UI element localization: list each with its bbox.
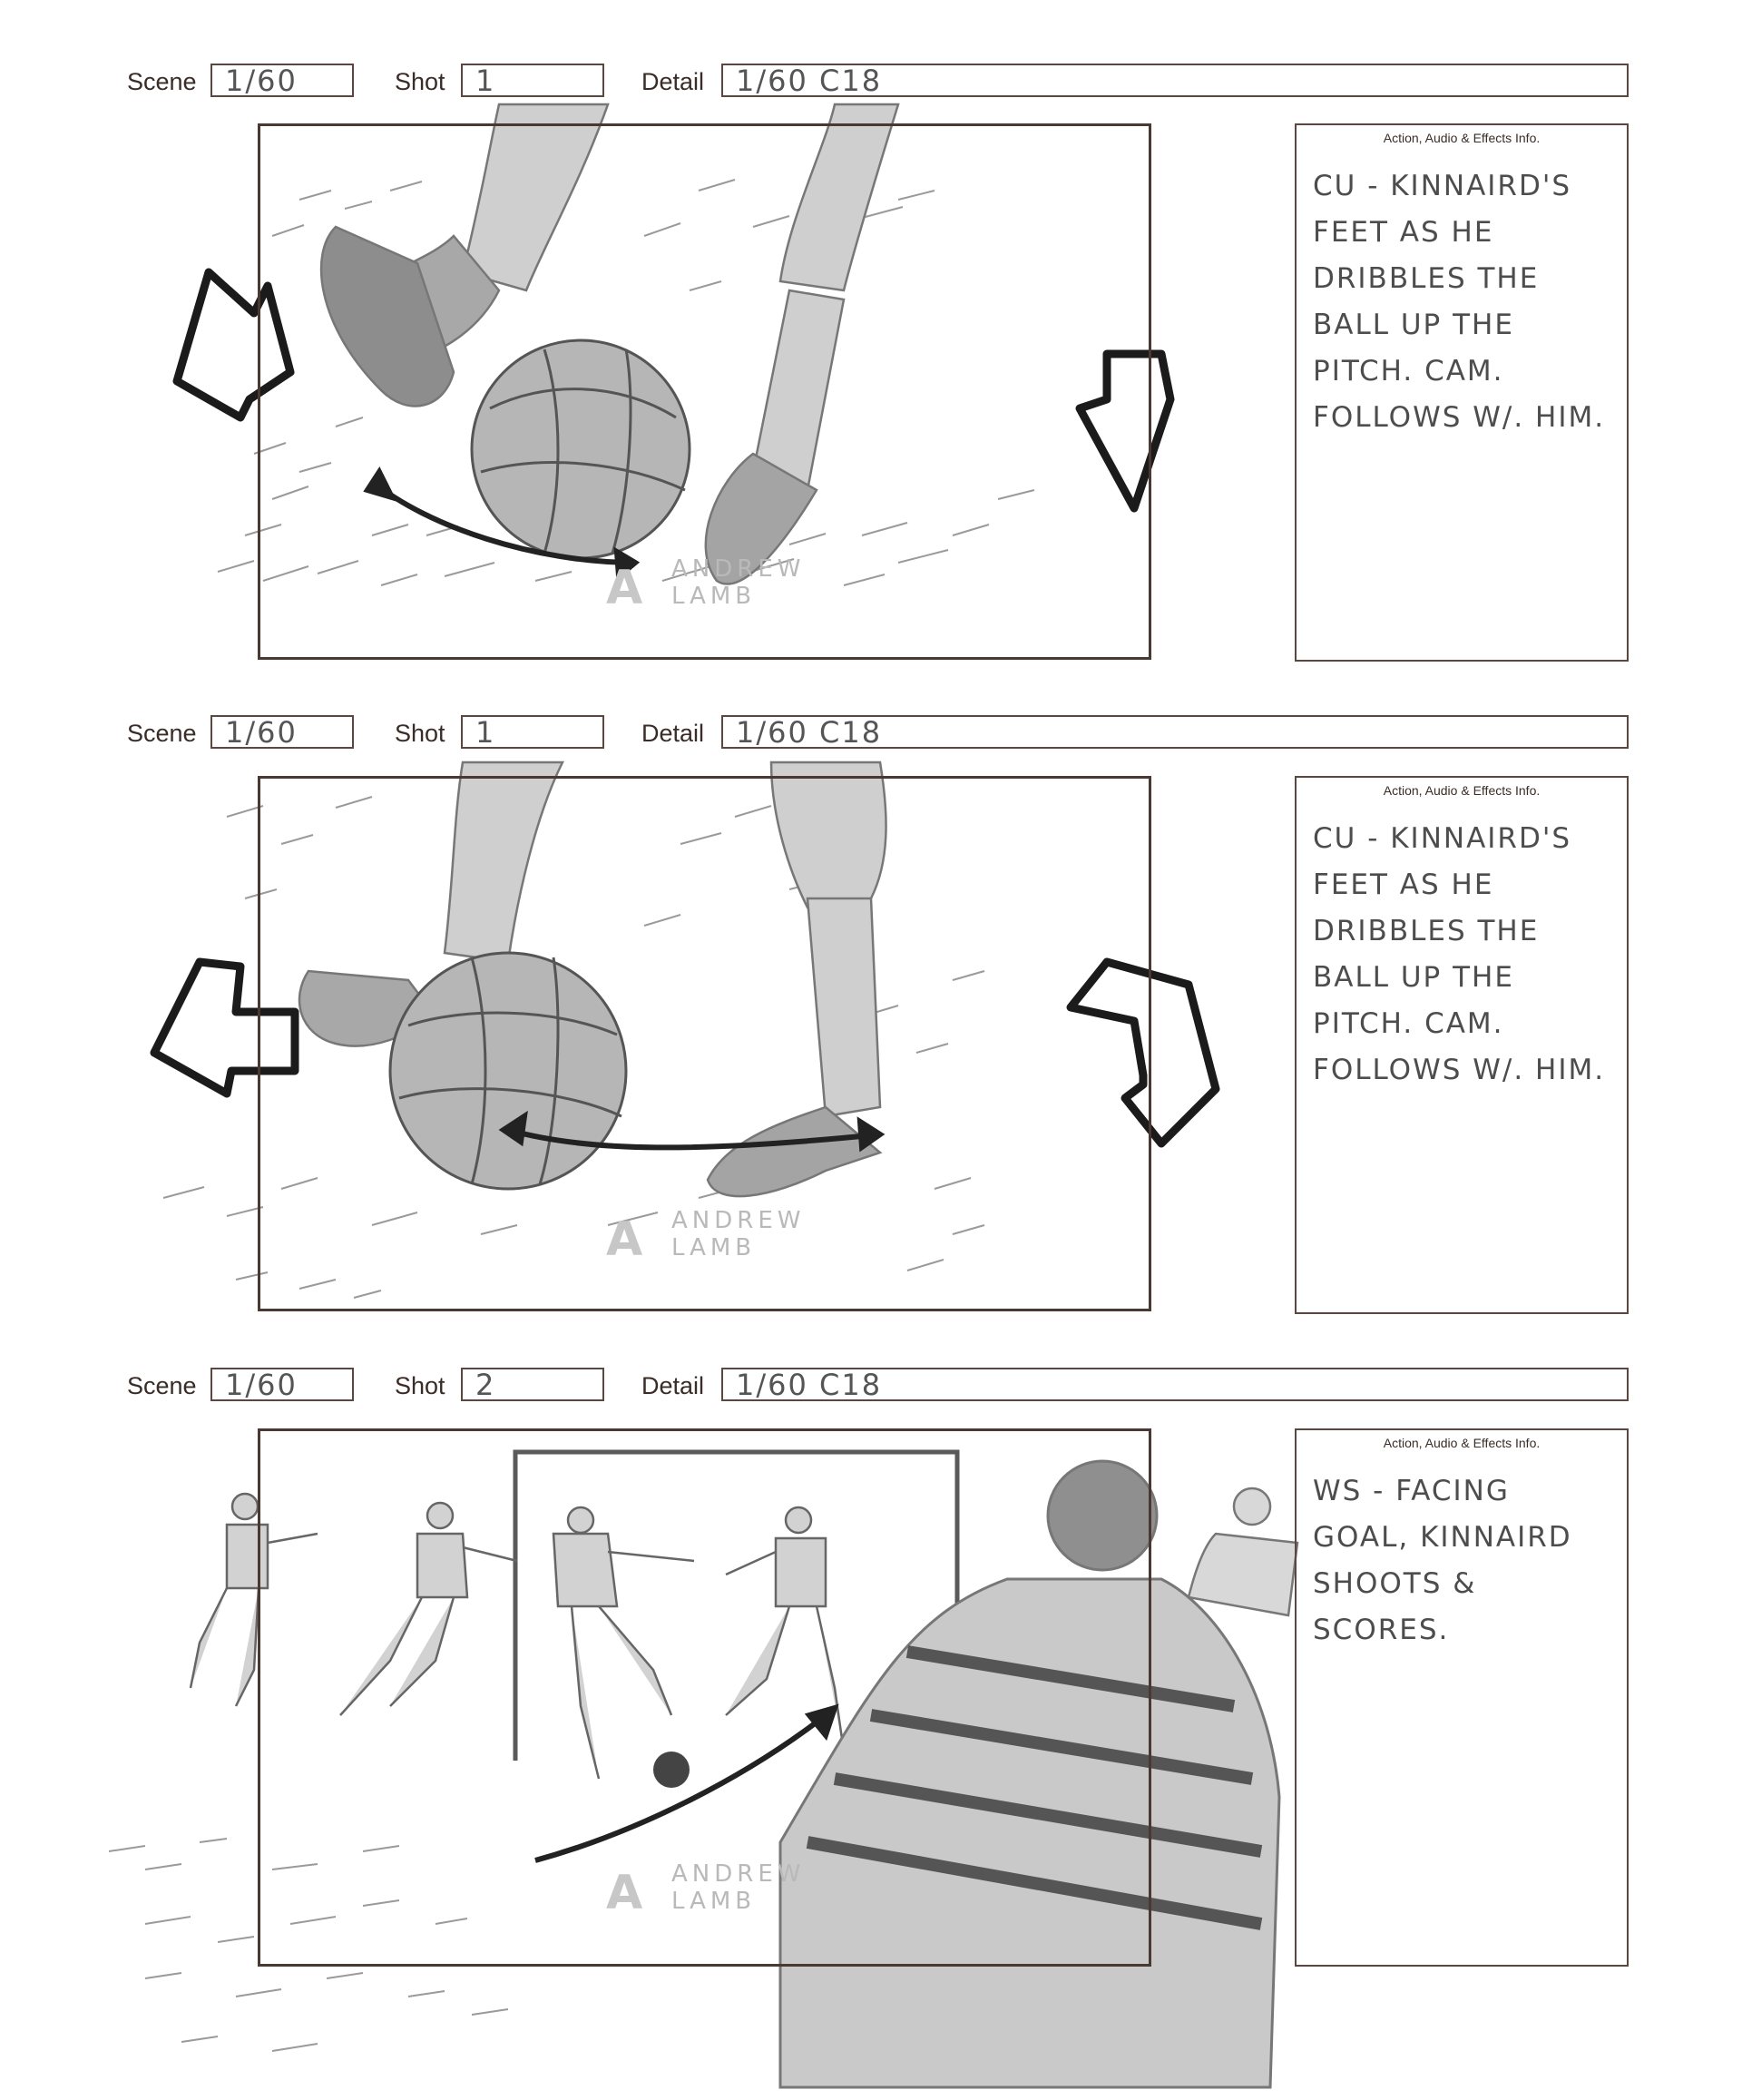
watermark	[606, 555, 824, 619]
watermark-logo: A	[606, 1866, 643, 1920]
notes-text	[1313, 1468, 1618, 1654]
watermark	[606, 1860, 824, 1924]
watermark-line1: ANDREW	[671, 1207, 806, 1234]
watermark	[606, 1207, 824, 1271]
watermark-line1: ANDREW	[671, 1860, 806, 1888]
notes-line: PITCH. CAM.	[1313, 355, 1504, 388]
notes-line: FOLLOWS W/. HIM.	[1313, 401, 1606, 434]
shot-label: Shot	[395, 1372, 445, 1399]
detail-field[interactable]: 1/60 C18	[721, 1368, 1629, 1401]
scene-field[interactable]: 1/60	[210, 1368, 354, 1401]
shot-field[interactable]: 2	[461, 1368, 604, 1401]
shot-label: Shot	[395, 68, 445, 95]
scene-label: Scene	[127, 1372, 197, 1399]
notes-line: WS - FACING	[1313, 1475, 1510, 1507]
watermark-logo: A	[606, 561, 643, 615]
notes-line: DRIBBLES THE	[1313, 262, 1540, 295]
watermark-logo: A	[606, 1212, 643, 1267]
detail-label: Detail	[641, 720, 705, 747]
notes-title: Action, Audio & Effects Info.	[1383, 131, 1541, 145]
notes-text	[1313, 816, 1618, 1094]
shot-field[interactable]: 1	[461, 715, 604, 749]
watermark-line2: LAMB	[671, 1234, 757, 1261]
watermark-line1: ANDREW	[671, 555, 806, 583]
notes-text	[1313, 163, 1618, 441]
notes-line: PITCH. CAM.	[1313, 1007, 1504, 1040]
notes-box	[1295, 776, 1629, 1314]
notes-title: Action, Audio & Effects Info.	[1383, 783, 1541, 798]
notes-line: CU - KINNAIRD'S	[1313, 822, 1572, 855]
notes-line: FEET AS HE	[1313, 216, 1494, 249]
notes-line: BALL UP THE	[1313, 961, 1514, 994]
notes-line: CU - KINNAIRD'S	[1313, 170, 1572, 202]
notes-box	[1295, 123, 1629, 662]
detail-field[interactable]: 1/60 C18	[721, 64, 1629, 97]
notes-box	[1295, 1428, 1629, 1967]
notes-line: FOLLOWS W/. HIM.	[1313, 1054, 1606, 1086]
notes-line: BALL UP THE	[1313, 309, 1514, 341]
notes-line: GOAL, KINNAIRD	[1313, 1521, 1572, 1554]
shot-label: Shot	[395, 720, 445, 747]
scene-field[interactable]: 1/60	[210, 64, 354, 97]
notes-title: Action, Audio & Effects Info.	[1383, 1436, 1541, 1450]
detail-label: Detail	[641, 68, 705, 95]
notes-line: FEET AS HE	[1313, 868, 1494, 901]
notes-line: SHOOTS & SCORES.	[1313, 1567, 1477, 1646]
player-far-right	[1189, 1488, 1297, 1615]
detail-label: Detail	[641, 1372, 705, 1399]
notes-line: DRIBBLES THE	[1313, 915, 1540, 947]
detail-field[interactable]: 1/60 C18	[721, 715, 1629, 749]
scene-label: Scene	[127, 720, 197, 747]
scene-label: Scene	[127, 68, 197, 95]
shot-field[interactable]: 1	[461, 64, 604, 97]
watermark-line2: LAMB	[671, 1888, 757, 1915]
scene-field[interactable]: 1/60	[210, 715, 354, 749]
watermark-line2: LAMB	[671, 583, 757, 610]
